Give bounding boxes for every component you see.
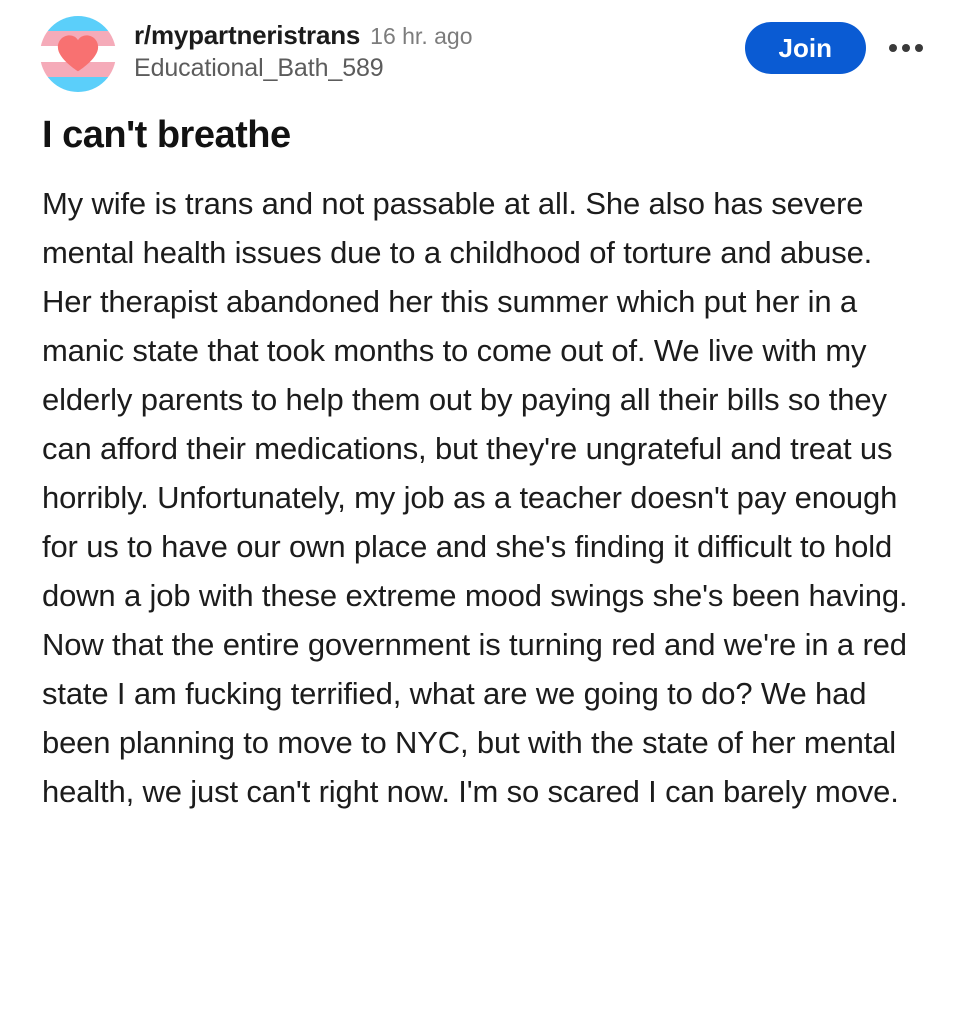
- join-button[interactable]: Join: [745, 22, 866, 74]
- post-header: [40, 16, 932, 92]
- more-options-icon[interactable]: [880, 22, 932, 74]
- subreddit-link[interactable]: r/mypartneristrans: [134, 20, 361, 50]
- post-meta-line: [134, 20, 745, 51]
- header-actions: [745, 16, 932, 74]
- post-author[interactable]: Educational_Bath_589: [134, 54, 384, 82]
- post-meta: [134, 16, 745, 83]
- post-timestamp: 16 hr. ago: [370, 23, 473, 49]
- post-title: I can't breathe: [42, 114, 291, 156]
- heart-icon: [55, 31, 101, 77]
- avatar[interactable]: [40, 16, 116, 92]
- post-body: My wife is trans and not passable at all. She also has severe mental health issues due to a childhood of torture and abuse. Her therapist abandoned her this summer which put her in a manic state that took months to come out of. We live with my elderly parents to help them out by paying all their bills so they can afford their medications, but they're ungrateful and treat us horribly. Unfortunately, my job as a teacher doesn't pay enough for us to have our own place and she's finding it difficult to hold down a job with these extreme mood swings she's been having. Now that the entire government is turning red and we're in a red state I am fucking terrified, what are we going to do? We had been planning to move to NYC, but with the state of her mental health, we just can't right now. I'm so scared I can barely move.: [42, 186, 908, 809]
